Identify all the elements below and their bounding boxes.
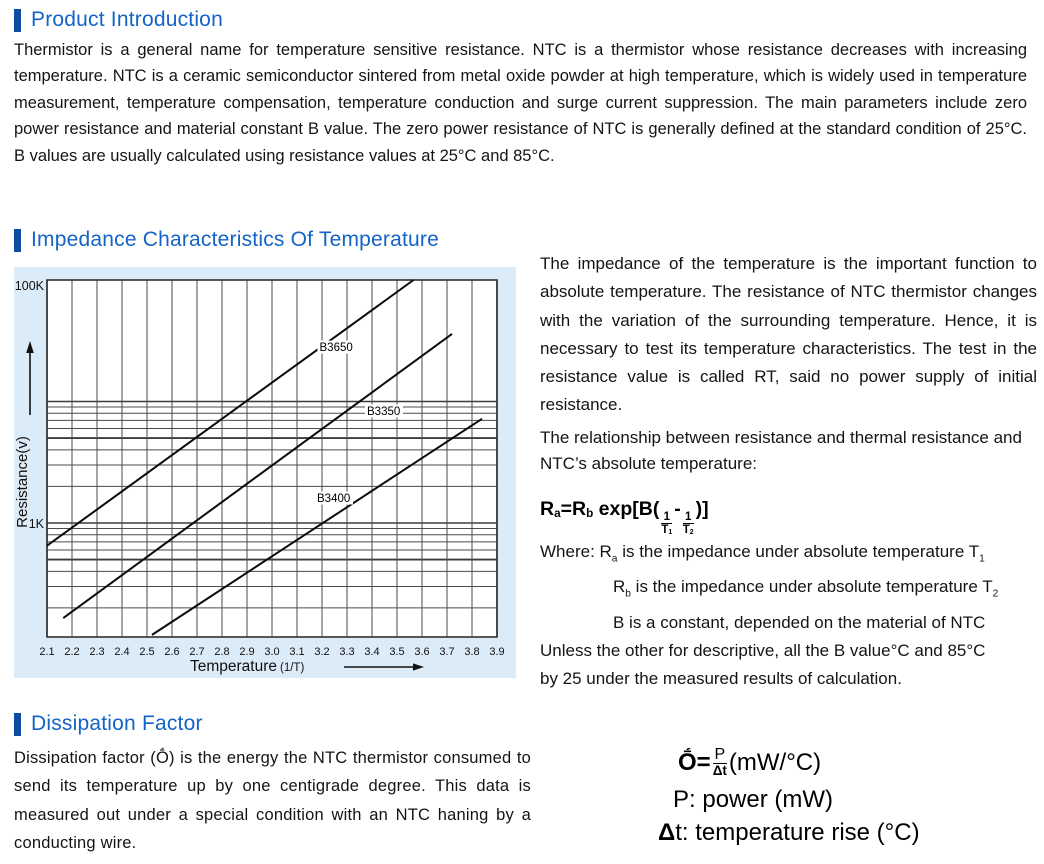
x-tick-label: 3.2: [314, 646, 330, 658]
x-tick-label: 3.4: [364, 646, 380, 658]
dissipation-legend-delta-t: Δt: temperature rise (°C): [658, 819, 920, 846]
x-tick-label: 3.0: [264, 646, 280, 658]
x-tick-label: 2.9: [239, 646, 255, 658]
x-tick-label: 3.6: [414, 646, 430, 658]
page-title: Product Introduction: [31, 8, 223, 31]
where-line: B is a constant, depended on the material of NTC: [613, 612, 986, 632]
x-tick-label: 3.1: [289, 646, 305, 658]
where-block: [540, 538, 1040, 693]
series-label: B3350: [367, 405, 401, 418]
y-tick-label: 1K: [28, 517, 44, 531]
dissipation-formula-block: [640, 739, 1030, 852]
x-axis-title: Temperature: [190, 658, 278, 675]
heading-accent-bar: [14, 229, 21, 252]
impedance-paragraph-1: The impedance of the temperature is the important function to absolute temperature. The resistance of NTC thermistor changes with the variation of the surrounding temperature. Hence, it is necessary to test its temperature characteristics. The test in the resistance value is called RT, said no power supply of initial resistance.: [540, 254, 1037, 415]
section-heading-product-intro: [14, 8, 223, 32]
dissipation-title: Dissipation Factor: [31, 712, 203, 735]
x-tick-label: 2.6: [164, 646, 180, 658]
where-line: Unless the other for descriptive, all the B value°C and 85°C: [540, 640, 986, 660]
x-tick-label: 2.3: [89, 646, 105, 658]
dissipation-legend-power: P: power (mW): [673, 786, 834, 813]
section-heading-impedance: [14, 228, 439, 252]
x-tick-label: 2.4: [114, 646, 130, 658]
x-tick-label: 3.3: [339, 646, 355, 658]
x-tick-label: 3.8: [464, 646, 480, 658]
x-tick-label: 2.7: [189, 646, 205, 658]
y-axis-arrowhead: [26, 341, 34, 353]
series-label: B3650: [319, 342, 353, 355]
dissipation-paragraph: Dissipation factor (Ṓ) is the energy the NTC thermistor consumed to send its temperature up by one centigrade degree. This data is measured out under a special condition with an NTC haning by a conducting wire.: [14, 749, 531, 853]
dissipation-formula: Ṓ= $\frac{P}{\Delta t}$ (mW/°C): [678, 745, 822, 779]
product-intro-paragraph: Thermistor is a general name for temperature sensitive resistance. NTC is a thermistor whose resistance decreases with increasing temperature. NTC is a ceramic semiconductor sintered from metal oxide powder at high temperature, which is widely used in temperature measurement, temperature compensation, temperature conduction and surge current suppression. The main parameters include zero power resistance and material constant B value. The zero power resistance of NTC is generally defined at the standard condition of 25°C. B values are usually calculated using resistance values at 25°C and 85°C.: [14, 41, 1027, 165]
x-tick-label: 3.7: [439, 646, 455, 658]
x-tick-label: 2.8: [214, 646, 230, 658]
x-tick-label: 2.5: [139, 646, 155, 658]
heading-accent-bar: [14, 9, 21, 32]
x-tick-label: 3.9: [489, 646, 505, 658]
resistance-formula: Ra=Rb exp[B( $\frac{1}{T1}$ - $\frac{1}{T2}$ )]: [540, 498, 709, 536]
impedance-title: Impedance Characteristics Of Temperature: [31, 228, 439, 251]
series-label: B3400: [317, 492, 351, 505]
chart-canvas: [14, 267, 516, 678]
x-tick-label: 3.5: [389, 646, 405, 658]
y-tick-label: 100K: [14, 279, 44, 293]
x-tick-label: 2.1: [39, 646, 55, 658]
y-axis-title: Resistance(v): [14, 436, 31, 528]
heading-accent-bar: [14, 713, 21, 736]
where-line: $R_b$ is the impedance under absolute temperature $T_2$: [613, 577, 999, 600]
x-axis-arrowhead: [413, 663, 424, 670]
where-line: Where: $R_a$ is the impedance under absolute temperature $T_1$: [540, 542, 985, 565]
x-axis-subtitle: (1/T): [280, 662, 305, 674]
x-tick-label: 2.2: [64, 646, 80, 658]
resistance-temperature-chart: [14, 267, 516, 678]
where-line: by 25 under the measured results of calculation.: [540, 668, 902, 688]
impedance-paragraph-2: The relationship between resistance and thermal resistance and NTC’s absolute temperature:: [540, 428, 1022, 473]
section-heading-dissipation: [14, 712, 203, 736]
